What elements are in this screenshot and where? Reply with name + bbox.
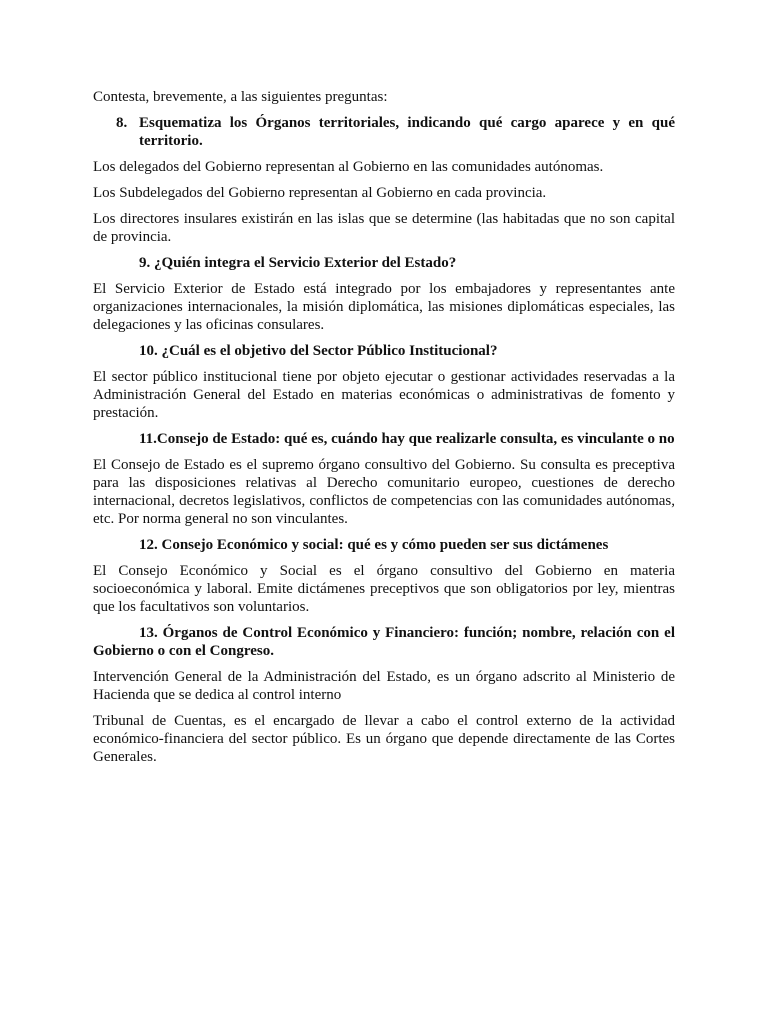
- question-9: 9. ¿Quién integra el Servicio Exterior del Estado?: [139, 255, 457, 271]
- answer-10: El sector público institucional tiene por objeto ejecutar o gestionar actividades reservadas a la Administración General del Estado en materias económicas o administrativas de fomento y prestación.: [93, 369, 675, 421]
- document-body: [93, 88, 675, 774]
- answer-8-subdelegados: Los Subdelegados del Gobierno representan al Gobierno en cada provincia.: [93, 185, 547, 201]
- question-8: [93, 114, 675, 150]
- answer-13-tribunal-de-cuentas: Tribunal de Cuentas, es el encargado de llevar a cabo el control externo de la actividad económico-financiera del sector público. Es un órgano que depende directamente de las Cortes Generales.: [93, 713, 675, 765]
- question-12: 12. Consejo Económico y social: qué es y cómo pueden ser sus dictámenes: [139, 537, 609, 553]
- answer-11: El Consejo de Estado es el supremo órgano consultivo del Gobierno. Su consulta es preceptiva para las disposiciones relativas al Derecho comunitario europeo, cuestiones de derecho internacional, decretos legislativos, conflictos de competencias con las comunidades autónomas, etc. Por norma general no son vinculantes.: [93, 457, 675, 527]
- answer-12: El Consejo Económico y Social es el órgano consultivo del Gobierno en materia socioeconómica y laboral. Emite dictámenes preceptivos que son obligatorios por ley, mientras que los facultativos son voluntarios.: [93, 563, 675, 615]
- intro-text: Contesta, brevemente, a las siguientes preguntas:: [93, 89, 388, 105]
- answer-8-directores-insulares: Los directores insulares existirán en las islas que se determine (las habitadas que no son capital de provincia.: [93, 211, 675, 245]
- question-8-number: 8.: [116, 115, 128, 131]
- question-8-list: [93, 114, 675, 150]
- question-11: 11.Consejo de Estado: qué es, cuándo hay que realizarle consulta, es vinculante o no: [139, 431, 675, 447]
- question-13: 13. Órganos de Control Económico y Financiero: función; nombre, relación con el Gobierno o con el Congreso.: [93, 625, 675, 659]
- answer-13-intervencion-general: Intervención General de la Administración del Estado, es un órgano adscrito al Ministerio de Hacienda que se dedica al control interno: [93, 669, 675, 703]
- question-10: 10. ¿Cuál es el objetivo del Sector Público Institucional?: [139, 343, 498, 359]
- answer-9: El Servicio Exterior de Estado está integrado por los embajadores y representantes ante organizaciones internacionales, la misión diplomática, las misiones diplomáticas especiales, las delegaciones y las oficinas consulares.: [93, 281, 675, 333]
- question-8-text: Esquematiza los Órganos territoriales, indicando qué cargo aparece y en qué territorio.: [139, 115, 675, 149]
- answer-8-delegados: Los delegados del Gobierno representan al Gobierno en las comunidades autónomas.: [93, 159, 604, 175]
